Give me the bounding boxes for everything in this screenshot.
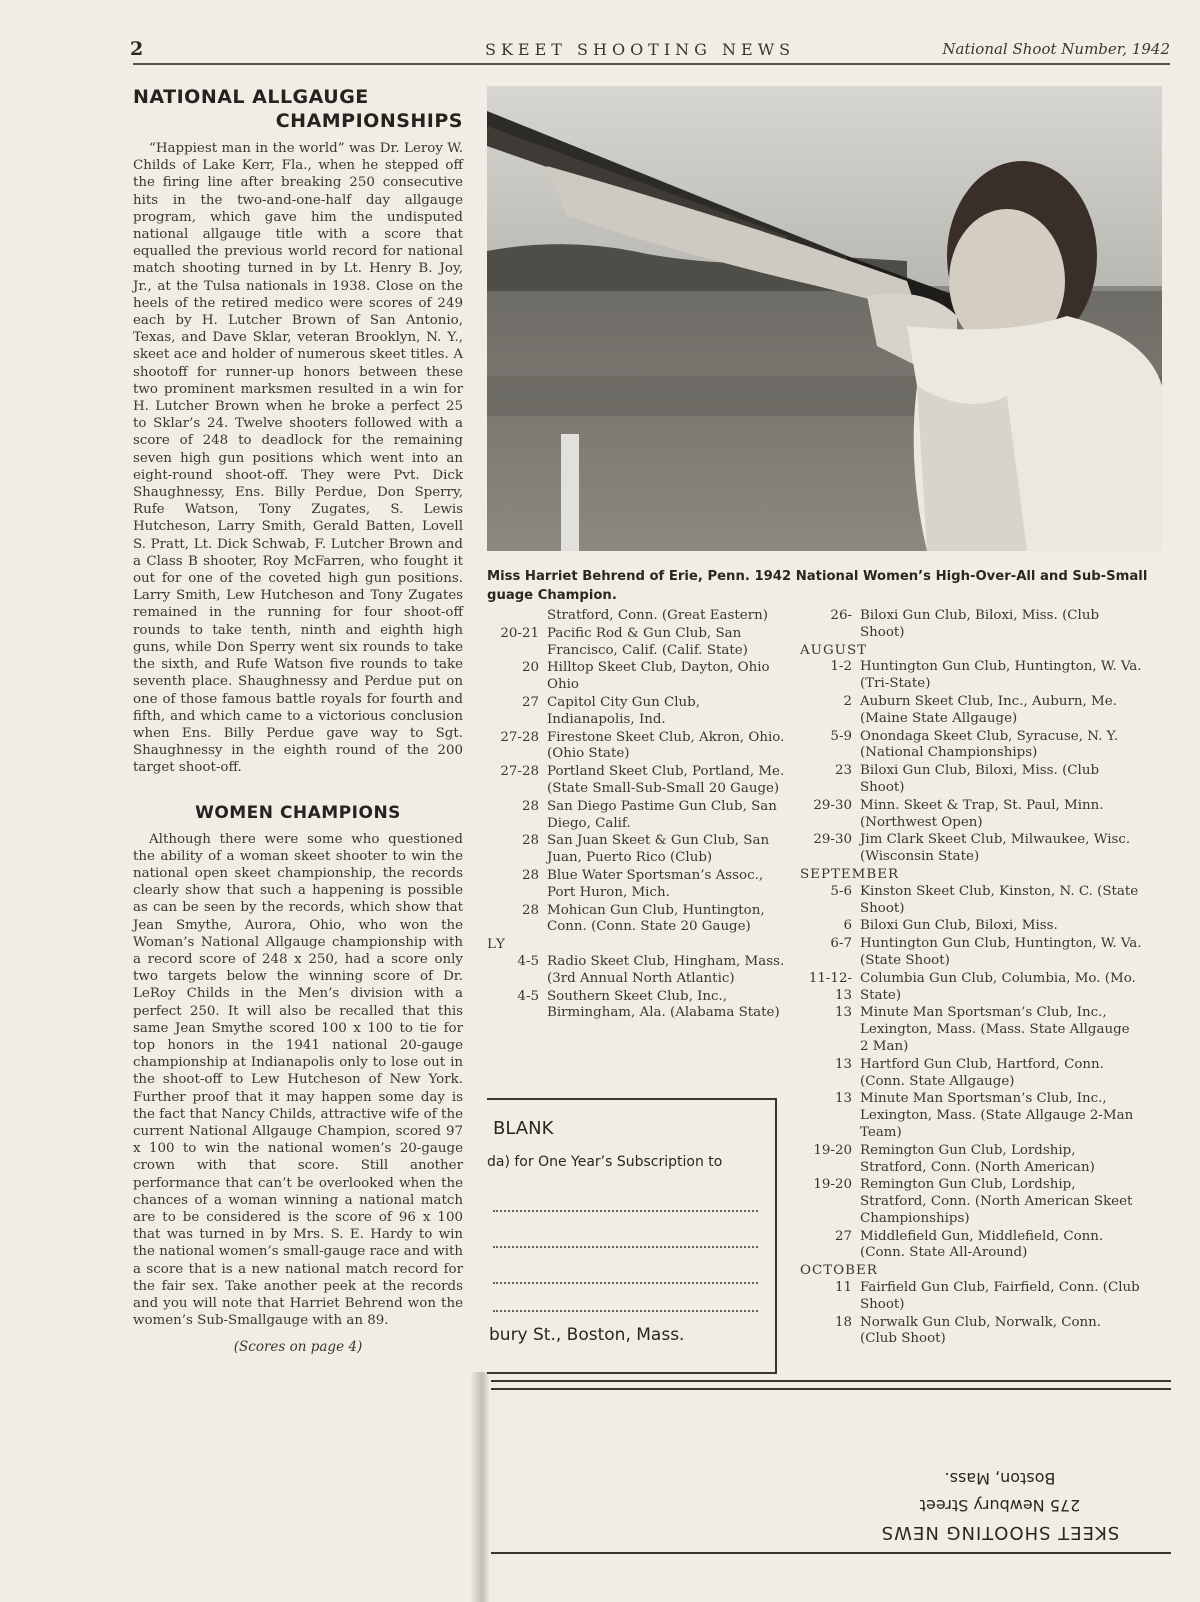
schedule-date: 27-28 bbox=[500, 764, 539, 780]
schedule-text: Huntington Gun Club, Huntington, W. Va. (Tri-State) bbox=[860, 659, 1142, 692]
schedule-entry bbox=[487, 833, 787, 867]
schedule-date: 13 bbox=[834, 1005, 852, 1021]
article-title-line2: CHAMPIONSHIPS bbox=[275, 110, 463, 132]
schedule-text: Fairfield Gun Club, Fairfield, Conn. (Club Shoot) bbox=[860, 1280, 1140, 1312]
schedule-text: Hilltop Skeet Club, Dayton, Ohio Ohio bbox=[547, 660, 770, 693]
schedule-entry bbox=[800, 729, 1142, 763]
mail-divider bbox=[491, 1388, 1171, 1390]
schedule-text: Huntington Gun Club, Huntington, W. Va. (State Shoot) bbox=[860, 936, 1142, 968]
schedule-text: Norwalk Gun Club, Norwalk, Conn. (Club Shoot) bbox=[860, 1314, 1102, 1347]
schedule-entry bbox=[800, 971, 1142, 1005]
schedule-entry bbox=[800, 936, 1142, 970]
schedule-month: OCTOBER bbox=[800, 1263, 878, 1279]
schedule-entry bbox=[800, 608, 1142, 642]
schedule-text: Kinston Skeet Club, Kinston, N. C. (State Shoot) bbox=[860, 883, 1139, 916]
schedule-date: 19-20 bbox=[813, 1142, 852, 1158]
schedule-text: Pacific Rod & Gun Club, San Francisco, Calif. (Calif. State) bbox=[547, 625, 748, 658]
schedule-text: Onondaga Skeet Club, Syracuse, N. Y. (National Championships) bbox=[860, 728, 1118, 761]
schedule-entry bbox=[800, 1057, 1142, 1091]
schedule-entry bbox=[487, 660, 787, 694]
schedule-entry bbox=[800, 884, 1142, 918]
schedule-date: 26- bbox=[830, 608, 852, 623]
schedule-text: Mohican Gun Club, Huntington, Conn. (Conn. State 20 Gauge) bbox=[547, 902, 765, 935]
schedule-text: Remington Gun Club, Lordship, Stratford, Conn. (North American Skeet Championships) bbox=[860, 1177, 1133, 1226]
schedule-text: Minute Man Sportsman’s Club, Inc., Lexington, Mass. (State Allgauge 2-Man Team) bbox=[860, 1091, 1134, 1140]
schedule-entry bbox=[800, 1091, 1142, 1141]
mail-divider bbox=[491, 1380, 1171, 1382]
schedule-text: Columbia Gun Club, Columbia, Mo. (Mo. State) bbox=[860, 970, 1136, 1003]
schedule-date: 23 bbox=[834, 763, 852, 779]
women-champions-title: WOMEN CHAMPIONS bbox=[195, 802, 401, 823]
subscription-coupon bbox=[487, 1098, 777, 1374]
coupon-address: bury St., Boston, Mass. bbox=[489, 1325, 685, 1345]
article-body: “Happiest man in the world” was Dr. Leroy W. Childs of Lake Kerr, Fla., when he stepped off the firing line after breaking 250 consecutive hits in the two-and-one-half day allgauge program, which gave him the undisputed national allgauge title with a score that equalled the previous world record for national match shooting turned in by Lt. Henry B. Joy, Jr., at the Tulsa nationals in 1938. Close on the heels of the retired medico were scores of 249 each by H. Lutcher Brown of San Antonio, Texas, and Dave Sklar, veteran Brooklyn, N. Y., skeet ace and holder of numerous skeet titles. A shootoff for runner-up honors between these two prominent marksmen resulted in a win for H. Lutcher Brown when he broke a perfect 25 to Sklar’s 24. Twelve shooters followed with a score of 248 to deadlock for the remaining seven high gun positions which went into an eight-round shoot-off. They were Pvt. Dick Shaughnessy, Ens. Billy Perdue, Don Sperry, Rufe Watson, Tony Zugates, S. Lewis Hutcheson, Larry Smith, Gerald Batten, Lovell S. Pratt, Lt. Dick Schwab, F. Lutcher Brown and a Class B shooter, Roy McFarren, who fought it out for one of the coveted high gun positions. Larry Smith, Lew Hutcheson and Tony Zugates remained in the running for four shoot-off rounds to take tenth, ninth and eighth high guns, while Don Sperry went six rounds to take the sixth, and Rufe Watson five rounds to take seventh place. Shaughnessy and Perdue put on one of those famous battle royals for fourth and fifth, and which came to a victorious conclusion when Ens. Billy Perdue gave way to Sgt. Shaughnessy in the eighth round of the 200 target shoot-off. bbox=[133, 141, 463, 776]
schedule-date: 13 bbox=[834, 1091, 852, 1107]
schedule-entry bbox=[800, 763, 1142, 797]
schedule-text: Portland Skeet Club, Portland, Me. (State Small-Sub-Small 20 Gauge) bbox=[547, 764, 785, 796]
mail-city: Boston, Mass. bbox=[944, 1469, 1056, 1488]
photo-caption: Miss Harriet Behrend of Erie, Penn. 1942 National Women’s High-Over-All and Sub-Small guage Champion. bbox=[487, 569, 1148, 603]
running-title: SKEET SHOOTING NEWS bbox=[485, 40, 796, 59]
schedule-date: 5-6 bbox=[830, 883, 852, 899]
mail-publication: SKEET SHOOTING NEWS bbox=[880, 1522, 1120, 1543]
page-fold-shadow bbox=[470, 1372, 490, 1602]
schedule-text: Biloxi Gun Club, Biloxi, Miss. bbox=[860, 918, 1058, 934]
schedule-left bbox=[487, 608, 787, 1023]
schedule-entry bbox=[487, 903, 787, 937]
issue-label: National Shoot Number, 1942 bbox=[942, 40, 1170, 58]
schedule-text: Jim Clark Skeet Club, Milwaukee, Wisc. (Wisconsin State) bbox=[860, 832, 1131, 865]
coupon-blank-line[interactable] bbox=[493, 1210, 758, 1212]
women-champions-body: Although there were some who questioned the ability of a woman skeet shooter to win the national open skeet championship, the records clearly show that such a happening is possible as can be seen by the records, which show that Jean Smythe, Aurora, Ohio, who won the Woman’s National Allgauge championship with a record score of 248 x 250, had a score only two targets below the winning score of Dr. LeRoy Childs in the Men’s division with a perfect 250. It will also be recalled that this same Jean Smythe scored 100 x 100 to tie for top honors in the 1941 national 20-gauge championship at Indianapolis only to lose out in the shoot-off to Lew Hutcheson of New York. Further proof that it may happen some day is the fact that Nancy Childs, attractive wife of the current National Allgauge Champion, scored 97 x 100 to win the national women’s 20-gauge crown with that score. Still another performance that can’t be overlooked when the chances of a woman winning a national match are to be considered is the score of 96 x 100 that was turned in by Mrs. S. E. Hardy to win the national women’s small-gauge race and with a score that is a new national match record for the fair sex. Take another peek at the records and you will note that Harriet Behrend won the women’s Sub-Smallgauge with an 89. bbox=[133, 831, 463, 1329]
left-column bbox=[133, 86, 463, 1355]
schedule-entry bbox=[800, 694, 1142, 728]
schedule-date: 28 bbox=[521, 798, 539, 814]
schedule-date: 29-30 bbox=[813, 832, 852, 848]
schedule-date: 28 bbox=[521, 833, 539, 849]
schedule-text: San Diego Pastime Gun Club, San Diego, Calif. bbox=[547, 798, 777, 831]
schedule-entry bbox=[487, 695, 787, 729]
schedule-text: Hartford Gun Club, Hartford, Conn. (Conn. State Allgauge) bbox=[860, 1056, 1104, 1089]
schedule-text: Biloxi Gun Club, Biloxi, Miss. (Club Shoot) bbox=[860, 608, 1100, 640]
schedule-text: Radio Skeet Club, Hingham, Mass. (3rd Annual North Atlantic) bbox=[547, 953, 785, 986]
schedule-right bbox=[800, 608, 1142, 1349]
schedule-text: Firestone Skeet Club, Akron, Ohio. (Ohio State) bbox=[547, 729, 785, 762]
mail-street: 275 Newbury Street bbox=[919, 1496, 1081, 1515]
schedule-date: 27-28 bbox=[500, 729, 539, 745]
schedule-entry bbox=[800, 1229, 1142, 1263]
coupon-blank-line[interactable] bbox=[493, 1310, 758, 1312]
schedule-date: 19-20 bbox=[813, 1177, 852, 1193]
schedule-text: Blue Water Sportsman’s Assoc., Port Huron, Mich. bbox=[547, 867, 764, 900]
schedule-date: 11-12-13 bbox=[808, 970, 852, 1003]
mail-divider bbox=[491, 1552, 1171, 1554]
schedule-entry bbox=[487, 989, 787, 1023]
schedule-month: SEPTEMBER bbox=[800, 866, 900, 882]
schedule-date: 28 bbox=[521, 902, 539, 918]
schedule-entry bbox=[800, 659, 1142, 693]
schedule-date: 27 bbox=[834, 1228, 852, 1244]
schedule-text: Middlefield Gun, Middlefield, Conn. (Conn. State All-Around) bbox=[860, 1228, 1104, 1261]
schedule-month: LY bbox=[487, 937, 506, 953]
schedule-text: Minute Man Sportsman’s Club, Inc., Lexington, Mass. (Mass. State Allgauge 2 Man) bbox=[860, 1005, 1130, 1054]
schedule-date: 4-5 bbox=[517, 988, 539, 1004]
schedule-text: Auburn Skeet Club, Inc., Auburn, Me. (Maine State Allgauge) bbox=[860, 693, 1117, 726]
schedule-entry bbox=[800, 798, 1142, 832]
return-address bbox=[870, 1465, 1130, 1546]
schedule-date: 20-21 bbox=[500, 625, 539, 641]
schedule-entry bbox=[800, 832, 1142, 866]
schedule-entry bbox=[487, 626, 787, 660]
schedule-entry bbox=[800, 1177, 1142, 1227]
schedule-date: 11 bbox=[834, 1280, 852, 1296]
coupon-blank-line[interactable] bbox=[493, 1282, 758, 1284]
coupon-text: da) for One Year’s Subscription to bbox=[487, 1154, 723, 1170]
schedule-entry bbox=[800, 1280, 1142, 1314]
coupon-blank-line[interactable] bbox=[493, 1246, 758, 1248]
schedule-entry bbox=[800, 918, 1142, 935]
schedule-date: 27 bbox=[521, 694, 539, 710]
schedule-entry bbox=[800, 1005, 1142, 1055]
schedule-entry bbox=[487, 954, 787, 988]
continued-note: (Scores on page 4) bbox=[233, 1339, 363, 1356]
schedule-entry bbox=[487, 799, 787, 833]
schedule-date: 5-9 bbox=[830, 728, 852, 744]
schedule-entry bbox=[487, 730, 787, 764]
schedule-text: Capitol City Gun Club, Indianapolis, Ind. bbox=[547, 694, 700, 727]
schedule-date: 29-30 bbox=[813, 797, 852, 813]
schedule-month: AUGUST bbox=[800, 642, 868, 658]
schedule-date: 2 bbox=[843, 693, 852, 709]
header-divider bbox=[133, 63, 1170, 65]
shooter-photo bbox=[487, 86, 1162, 551]
schedule-date: 1-2 bbox=[830, 659, 852, 675]
schedule-text: Biloxi Gun Club, Biloxi, Miss. (Club Shoot) bbox=[860, 763, 1100, 795]
schedule-text: San Juan Skeet & Gun Club, San Juan, Puerto Rico (Club) bbox=[547, 833, 770, 866]
schedule-date: 13 bbox=[834, 1056, 852, 1072]
schedule-date: 6 bbox=[843, 918, 852, 934]
coupon-title: BLANK bbox=[493, 1118, 554, 1139]
schedule-entry bbox=[800, 1143, 1142, 1177]
schedule-date: 28 bbox=[521, 867, 539, 883]
schedule-date: 20 bbox=[521, 660, 539, 676]
schedule-date: 18 bbox=[834, 1314, 852, 1330]
schedule-entry bbox=[487, 608, 787, 625]
schedule-text: Stratford, Conn. (Great Eastern) bbox=[547, 608, 768, 623]
schedule-entry bbox=[487, 764, 787, 798]
schedule-text: Minn. Skeet & Trap, St. Paul, Minn. (Northwest Open) bbox=[860, 797, 1104, 830]
schedule-date: 6-7 bbox=[830, 936, 852, 952]
article-title-line1: NATIONAL ALLGAUGE bbox=[133, 86, 369, 108]
photo-illustration bbox=[487, 86, 1162, 551]
schedule-entry bbox=[800, 1315, 1142, 1349]
page-number: 2 bbox=[130, 38, 144, 60]
schedule-entry bbox=[487, 868, 787, 902]
schedule-date: 4-5 bbox=[517, 953, 539, 969]
page-header bbox=[130, 38, 1170, 62]
schedule-text: Remington Gun Club, Lordship, Stratford, Conn. (North American) bbox=[860, 1142, 1095, 1175]
schedule-text: Southern Skeet Club, Inc., Birmingham, Ala. (Alabama State) bbox=[547, 988, 780, 1021]
